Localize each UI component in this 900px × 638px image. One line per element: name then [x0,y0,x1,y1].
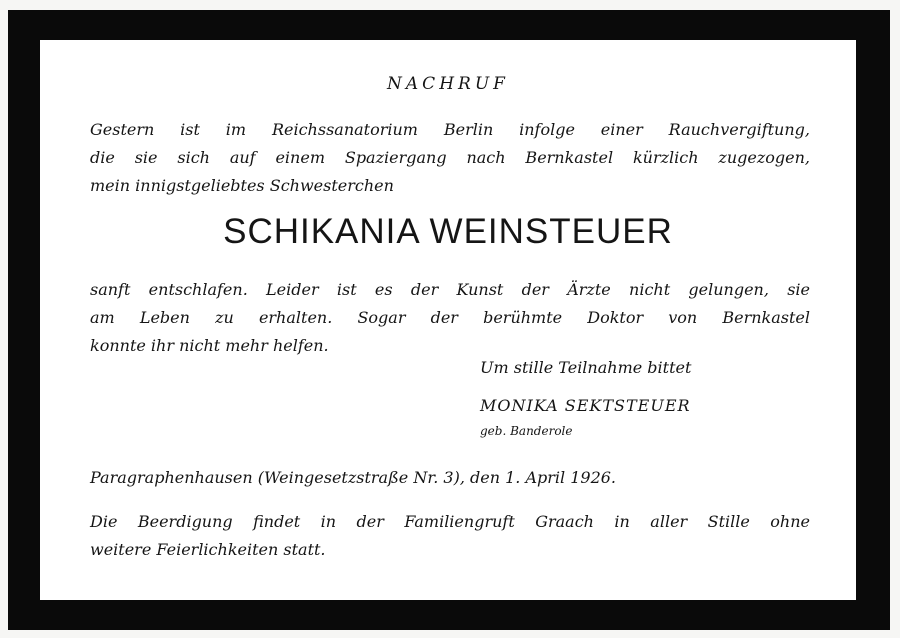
body-paragraph [90,276,810,360]
paragraph-line: weitere Feierlichkeiten statt. [90,540,326,559]
paragraph-line: sanft entschlafen. Leider ist es der Kunst der Ärzte nicht gelungen, sie [90,280,810,299]
closing-line: Um stille Teilnahme bittet [480,358,692,377]
paragraph-line: am Leben zu erhalten. Sogar der berühmte Doktor von Bernkastel [90,308,810,327]
paragraph-line: konnte ihr nicht mehr helfen. [90,336,329,355]
opening-paragraph [90,116,810,200]
deceased-name: SCHIKANIA WEINSTEUER [223,212,673,251]
paragraph-line: Die Beerdigung findet in der Familiengruft Graach in aller Stille ohne [90,512,810,531]
place-date [90,464,810,492]
funeral-paragraph [90,508,810,564]
signer-name: MONIKA SEKTSTEUER [480,396,691,415]
obituary-card [40,40,856,600]
paragraph-line: Paragraphenhausen (Weingesetzstraße Nr. 3), den 1. April 1926. [90,468,617,487]
signer-maiden-name: geb. Banderole [480,424,573,438]
paragraph-line: Gestern ist im Reichssanatorium Berlin infolge einer Rauchvergiftung, [90,120,810,139]
paragraph-line: die sie sich auf einem Spaziergang nach Bernkastel kürzlich zugezogen, [90,148,810,167]
notice-title: NACHRUF [387,74,509,94]
paragraph-line: mein innigstgeliebtes Schwesterchen [90,176,394,195]
